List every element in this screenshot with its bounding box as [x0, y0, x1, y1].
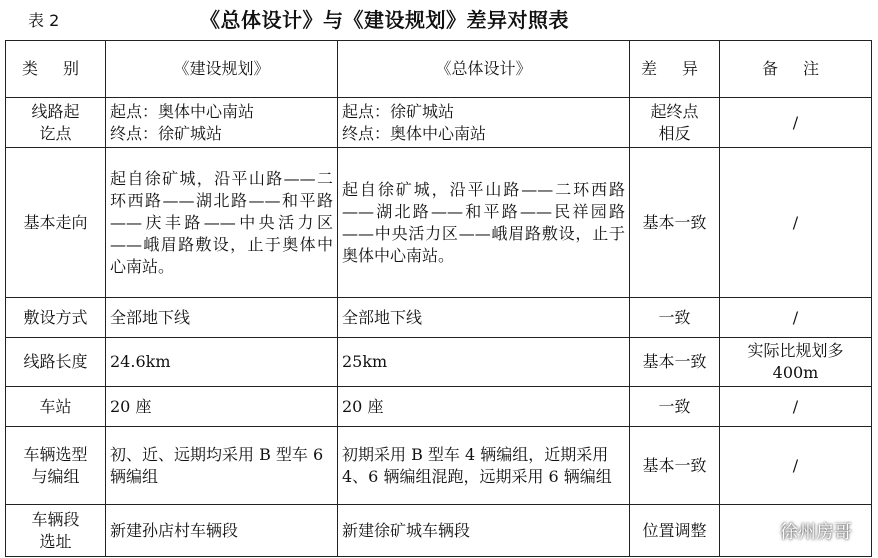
- header-category: 类 别: [6, 41, 106, 98]
- cell-category: 线路长度: [6, 338, 106, 387]
- cell-diff: 基本一致: [630, 148, 720, 298]
- cell-category: 线路起 讫点: [6, 98, 106, 148]
- cell-plan: 初、近、远期均采用 B 型车 6 辆编组: [106, 427, 338, 505]
- header-overall-design: 《总体设计》: [338, 41, 630, 98]
- cell-note: 实际比规划多 400m: [720, 338, 872, 387]
- table-row: [6, 298, 872, 338]
- cell-category: 车辆段 选址: [6, 505, 106, 557]
- table-row: [6, 148, 872, 298]
- cell-note: /: [720, 298, 872, 338]
- cell-note: /: [720, 98, 872, 148]
- cell-design: 25km: [338, 338, 630, 387]
- cell-design: 初期采用 B 型车 4 辆编组，近期采用 4、6 辆编组混跑，远期采用 6 辆编组: [338, 427, 630, 505]
- table-row: [6, 505, 872, 557]
- comparison-table: [5, 40, 872, 557]
- table-caption-label: 表 2: [28, 11, 60, 30]
- cell-diff: 起终点 相反: [630, 98, 720, 148]
- header-difference: 差 异: [630, 41, 720, 98]
- header-construction-plan: 《建设规划》: [106, 41, 338, 98]
- cell-plan: 起自徐矿城，沿平山路——二环西路——湖北路——和平路——庆丰路——中央活力区——峨眉路敷设，止于奥体中心南站。: [106, 148, 338, 298]
- cell-design: 新建徐矿城车辆段: [338, 505, 630, 557]
- table-title: 《总体设计》与《建设规划》差异对照表: [200, 8, 569, 32]
- cell-note: /: [720, 148, 872, 298]
- cell-diff: 基本一致: [630, 427, 720, 505]
- cell-note: /: [720, 387, 872, 427]
- wechat-icon: [744, 519, 774, 543]
- cell-category: 车站: [6, 387, 106, 427]
- cell-category: 基本走向: [6, 148, 106, 298]
- cell-plan: 新建孙店村车辆段: [106, 505, 338, 557]
- cell-design: 全部地下线: [338, 298, 630, 338]
- table-row: [6, 387, 872, 427]
- watermark: [744, 518, 852, 544]
- cell-design: 起点：徐矿城站 终点：奥体中心南站: [338, 98, 630, 148]
- cell-diff: 位置调整: [630, 505, 720, 557]
- cell-category: 车辆选型 与编组: [6, 427, 106, 505]
- watermark-text: 徐州房哥: [780, 522, 852, 543]
- cell-diff: 一致: [630, 387, 720, 427]
- table-row: [6, 98, 872, 148]
- cell-design: 起自徐矿城，沿平山路——二环西路——湖北路——和平路——民祥园路——中央活力区——峨眉路敷设，止于奥体中心南站。: [338, 148, 630, 298]
- cell-design: 20 座: [338, 387, 630, 427]
- table-header-row: [6, 41, 872, 98]
- cell-plan: 24.6km: [106, 338, 338, 387]
- cell-plan: 起点：奥体中心南站 终点：徐矿城站: [106, 98, 338, 148]
- cell-diff: 一致: [630, 298, 720, 338]
- table-row: [6, 427, 872, 505]
- cell-diff: 基本一致: [630, 338, 720, 387]
- header-remarks: 备 注: [720, 41, 872, 98]
- cell-plan: 20 座: [106, 387, 338, 427]
- cell-plan: 全部地下线: [106, 298, 338, 338]
- cell-category: 敷设方式: [6, 298, 106, 338]
- table-row: [6, 338, 872, 387]
- cell-note: /: [720, 427, 872, 505]
